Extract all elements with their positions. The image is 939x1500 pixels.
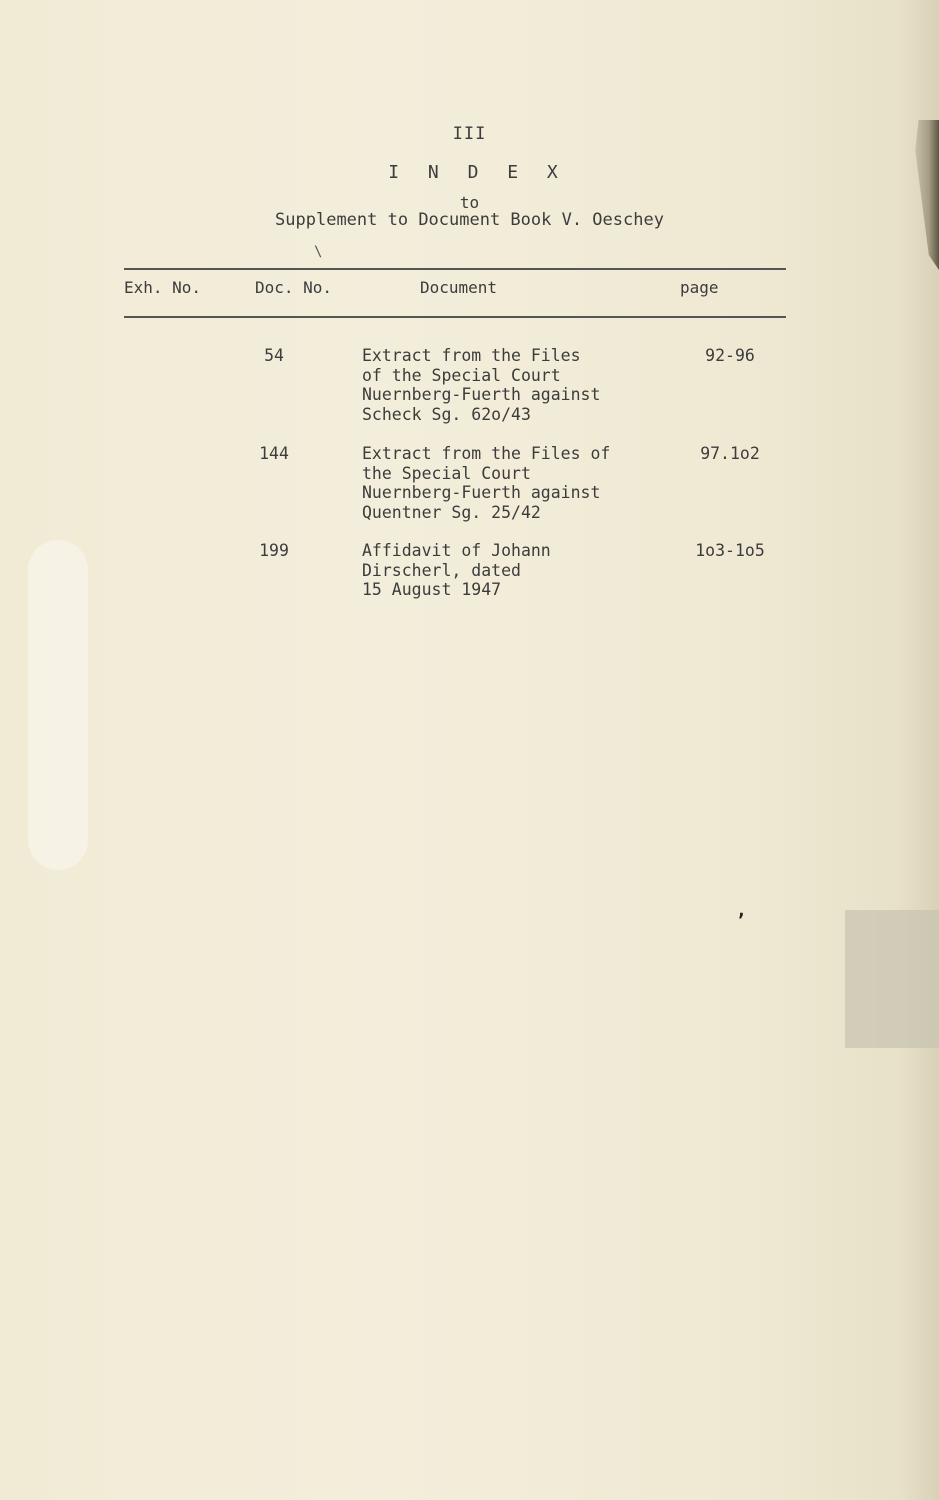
index-title: I N D E X [388, 162, 567, 183]
description-line: Scheck Sg. 62o/43 [362, 404, 531, 424]
ink-mark: , [736, 900, 747, 921]
description-line: Extract from the Files [362, 346, 581, 365]
page-range: 1o3-1o5 [695, 541, 765, 560]
description-line: Affidavit of Johann [362, 541, 551, 560]
column-header-doc-no: Doc. No. [255, 278, 333, 297]
column-header-document: Document [420, 278, 498, 297]
description-line: 15 August 1947 [362, 580, 502, 599]
column-header-exh-no: Exh. No. [124, 278, 202, 297]
description-line: Nuernberg-Fuerth against [362, 385, 601, 404]
page-range: 92-96 [705, 346, 755, 365]
page-number-roman: III [452, 124, 487, 144]
column-header-page: page [680, 278, 719, 297]
description-line: Dirscherl, dated [362, 560, 521, 580]
to-line: to [459, 193, 480, 212]
description-line: Quentner Sg. 25/42 [362, 502, 541, 522]
description-line: the Special Court [362, 463, 531, 483]
description-line: of the Special Court [362, 365, 561, 385]
header-rule-top [124, 268, 786, 270]
page-range: 97.1o2 [700, 444, 760, 463]
doc-number: 54 [264, 346, 284, 365]
doc-number: 199 [259, 541, 289, 560]
description-line: Extract from the Files of [362, 444, 611, 463]
document-description [362, 346, 672, 424]
supplement-title: Supplement to Document Book V. Oeschey [275, 210, 664, 230]
paper-smudge [28, 540, 88, 870]
document-description [362, 541, 672, 600]
pen-tick-mark: \ [314, 244, 323, 260]
description-line: Nuernberg-Fuerth against [362, 483, 601, 502]
document-description [362, 444, 672, 522]
tape-strip [845, 910, 939, 1048]
doc-number: 144 [259, 444, 289, 463]
header-rule-bottom [124, 316, 786, 318]
